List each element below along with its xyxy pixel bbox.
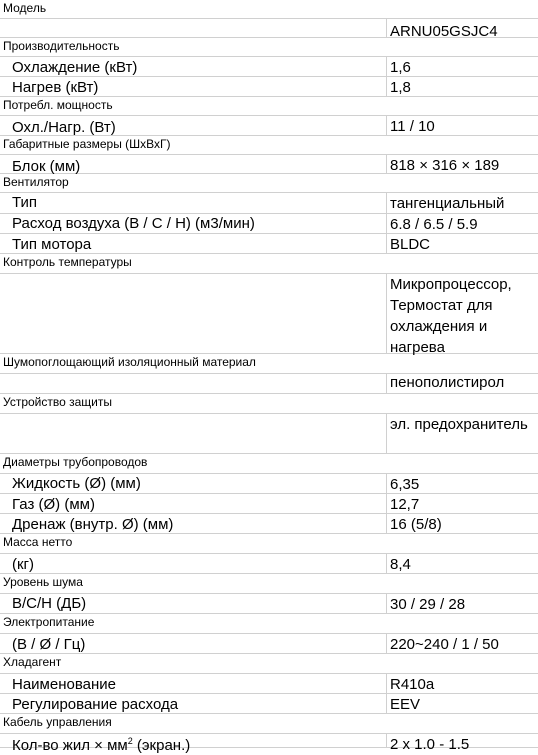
section-header [0,136,538,155]
spec-value: 6,35 [390,476,420,493]
spec-value-cell [387,634,538,654]
section-header [0,38,538,57]
spec-value-cell [387,19,538,38]
spec-label-cell [0,193,387,214]
spec-label-cell [0,514,387,534]
section-header [0,254,538,274]
section-title: Вентилятор [3,175,69,189]
section-header [0,714,538,734]
section-title: Электропитание [3,615,95,629]
spec-label: Тип [12,194,38,211]
section-title: Диаметры трубопроводов [3,455,148,469]
spec-label: Расход воздуха (В / С / Н) (м3/мин) [12,215,255,232]
spec-value: 6.8 / 6.5 / 5.9 [390,216,478,233]
section-header [0,454,538,474]
spec-value-cell [387,214,538,234]
spec-label: В/С/Н (ДБ) [12,595,87,612]
section-title: Потребл. мощность [3,98,113,112]
spec-value-cell [387,734,538,753]
spec-label-cell [0,374,387,394]
spec-label-cell [0,474,387,494]
section-title: Кабель управления [3,715,112,729]
spec-label-cell [0,734,387,754]
spec-label-cell [0,234,387,254]
spec-label: Кол-во жил × $мм^2$ (экран.) [12,736,191,754]
spec-label-cell [0,674,387,694]
section-header [0,574,538,594]
spec-label: (кг) [12,556,35,573]
spec-label: (В / Ø / Гц) [12,636,86,653]
spec-value: 8,4 [390,556,411,573]
spec-value: EEV [390,696,421,713]
spec-label-cell [0,634,387,654]
spec-label-cell [0,414,387,454]
spec-label-cell [0,594,387,614]
spec-label: Тип мотора [12,236,92,253]
spec-label-cell [0,155,387,174]
spec-value: 16 (5/8) [390,516,442,533]
spec-label: Газ (Ø) (мм) [12,496,95,513]
spec-value-cell [387,77,538,97]
section-title: Масса нетто [3,535,73,549]
spec-label: Регулирование расхода [12,696,179,713]
spec-value: BLDC [390,236,431,253]
section-title: Шумопоглощающий изоляционный материал [3,355,256,369]
spec-value: Микропроцессор, Термостат для охлаждения и нагрева [390,276,512,356]
spec-label-cell [0,214,387,234]
spec-value-cell [387,155,538,174]
spec-value-cell [387,494,538,514]
spec-value: 2 x 1.0 - 1.5 [390,736,470,753]
spec-label-cell [0,694,387,714]
section-header [0,0,538,19]
spec-value: R410a [390,676,435,693]
spec-value: 30 / 29 / 28 [390,596,466,613]
section-title: Контроль температуры [3,255,132,269]
section-header [0,97,538,116]
spec-value-cell [387,594,538,614]
spec-label-cell [0,554,387,574]
spec-value-cell [387,274,538,354]
spec-label: Охлаждение (кВт) [12,59,138,76]
superscript: 2 [127,736,133,746]
spec-value-cell [387,674,538,694]
section-header [0,354,538,374]
spec-value: тангенциальный [390,195,505,212]
section-title: Устройство защиты [3,395,112,409]
spec-label-cell [0,116,387,136]
spec-value-cell [387,474,538,494]
spec-value: 1,6 [390,59,411,76]
spec-value-cell [387,116,538,136]
section-header [0,174,538,193]
spec-label-cell [0,57,387,77]
section-title: Хладагент [3,655,62,669]
spec-label: Охл./Нагр. (Вт) [12,119,116,136]
section-title: Модель [3,1,47,15]
section-header [0,534,538,554]
spec-label: Жидкость (Ø) (мм) [12,475,141,492]
spec-value: пенополистирол [390,374,505,391]
spec-label: Дренаж (внутр. Ø) (мм) [12,516,174,533]
spec-value: 220~240 / 1 / 50 [390,636,499,653]
spec-value: 1,8 [390,79,411,96]
spec-value-cell [387,193,538,214]
spec-label-cell [0,274,387,354]
spec-value: 818 × 316 × 189 [390,157,500,174]
spec-value-cell [387,414,538,454]
spec-value-cell [387,234,538,254]
spec-value-cell [387,514,538,534]
spec-value-cell [387,554,538,574]
spec-value: 11 / 10 [390,118,435,135]
section-title: Производительность [3,39,120,53]
spec-value-cell [387,57,538,77]
spec-value: эл. предохранитель [390,416,528,433]
spec-label: Блок (мм) [12,158,81,175]
spec-value-cell [387,694,538,714]
section-header [0,654,538,674]
section-header [0,394,538,414]
spec-label-cell [0,494,387,514]
spec-label-cell [0,77,387,97]
section-title: Габаритные размеры (ШхВхГ) [3,137,171,151]
spec-label: Наименование [12,676,116,693]
section-title: Уровень шума [3,575,83,589]
spec-label-cell [0,19,387,38]
section-header [0,614,538,634]
spec-value: ARNU05GSJC4 [390,23,498,40]
spec-value-cell [387,374,538,394]
spec-value: 12,7 [390,496,420,513]
spec-label: Нагрев (кВт) [12,79,99,96]
